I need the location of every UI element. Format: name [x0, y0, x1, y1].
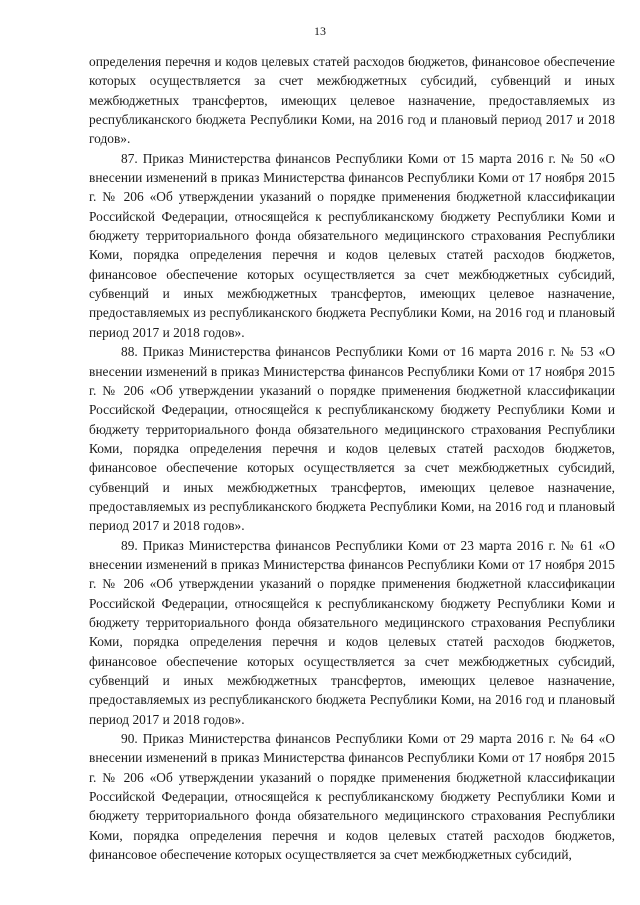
page-number: 13 [314, 24, 326, 38]
paragraph-continuation: определения перечня и кодов целевых статей расходов бюджетов, финансовое обеспечение которых осуществляется за счет межбюджетных субсидий, субвенций и иных межбюджетных трансфертов, имеющих целевое назначение, предоставляемых из республиканского бюджета Республики Коми, на 2016 год и плановый период 2017 и 2018 годов». [89, 54, 615, 147]
list-item-88: 88. Приказ Министерства финансов Республики Коми от 16 марта 2016 г. № 53 «О внесении изменений в приказ Министерства финансов Республики Коми от 17 ноября 2015 г. № 206 «Об утверждении указаний о порядке применения бюджетной классификации Российской Федерации, относящейся к республиканскому бюджету Республики Коми и бюджету территориального фонда обязательного медицинского страхования Республики Коми, порядка определения перечня и кодов целевых статей расходов бюджетов, финансовое обеспечение которых осуществляется за счет межбюджетных субсидий, субвенций и иных межбюджетных трансфертов, имеющих целевое назначение, предоставляемых из республиканского бюджета Республики Коми, на 2016 год и плановый период 2017 и 2018 годов». [89, 344, 615, 534]
list-item-90: 90. Приказ Министерства финансов Республики Коми от 29 марта 2016 г. № 64 «О внесении изменений в приказ Министерства финансов Республики Коми от 17 ноября 2015 г. № 206 «Об утверждении указаний о порядке применения бюджетной классификации Российской Федерации, относящейся к республиканскому бюджету Республики Коми и бюджету территориального фонда обязательного медицинского страхования Республики Коми, порядка определения перечня и кодов целевых статей расходов бюджетов, финансовое обеспечение которых осуществляется за счет межбюджетных субсидий, [89, 731, 615, 863]
list-item-89: 89. Приказ Министерства финансов Республики Коми от 23 марта 2016 г. № 61 «О внесении изменений в приказ Министерства финансов Республики Коми от 17 ноября 2015 г. № 206 «Об утверждении указаний о порядке применения бюджетной классификации Российской Федерации, относящейся к республиканскому бюджету Республики Коми и бюджету территориального фонда обязательного медицинского страхования Республики Коми, порядка определения перечня и кодов целевых статей расходов бюджетов, финансовое обеспечение которых осуществляется за счет межбюджетных субсидий, субвенций и иных межбюджетных трансфертов, имеющих целевое назначение, предоставляемых из республиканского бюджета Республики Коми, на 2016 год и плановый период 2017 и 2018 годов». [89, 537, 615, 727]
document-body [89, 52, 615, 864]
list-item-87: 87. Приказ Министерства финансов Республики Коми от 15 марта 2016 г. № 50 «О внесении изменений в приказ Министерства финансов Республики Коми от 17 ноября 2015 г. № 206 «Об утверждении указаний о порядке применения бюджетной классификации Российской Федерации, относящейся к республиканскому бюджету Республики Коми и бюджету территориального фонда обязательного медицинского страхования Республики Коми, порядка определения перечня и кодов целевых статей расходов бюджетов, финансовое обеспечение которых осуществляется за счет межбюджетных субсидий, субвенций и иных межбюджетных трансфертов, имеющих целевое назначение, предоставляемых из республиканского бюджета Республики Коми, на 2016 год и плановый период 2017 и 2018 годов». [89, 150, 615, 340]
